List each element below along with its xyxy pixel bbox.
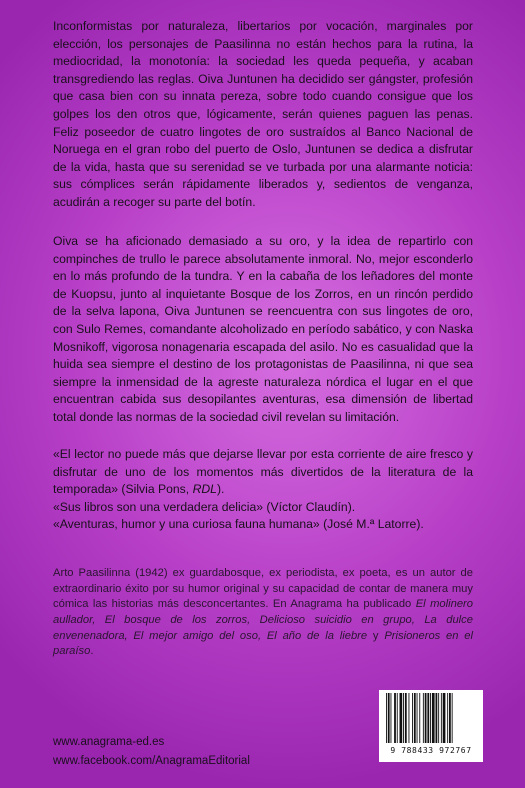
press-quotes bbox=[53, 446, 473, 534]
facebook-link[interactable]: www.facebook.com/AnagramaEditorial bbox=[53, 755, 250, 767]
press-quote-1-end: ). bbox=[216, 482, 225, 497]
isbn-barcode bbox=[379, 690, 483, 762]
publisher-links bbox=[53, 733, 250, 771]
author-book-titles: El molinero aullador, El bosque de los zorros, Delicioso suicidio en grupo, La dulce envenenadora, El mejor amigo del oso, El año de la liebre bbox=[53, 598, 473, 642]
press-quote-1-text: «El lector no puede más que dejarse llevar por esta corriente de aire fresco y disfrutar de uno de los momentos más divertidos de la literatura de la temporada» (Silvia Pons, bbox=[53, 447, 473, 497]
press-quote-2: «Sus libros son una verdadera delicia» (Víctor Claudín). bbox=[53, 499, 356, 514]
author-bio-text: Arto Paasilinna (1942) ex guardabosque, ex periodista, ex poeta, es un autor de extraordinario éxito por su humor original y su capacidad de contar de manera muy cómica las historias más desconcertantes. En Anagrama ha publicado bbox=[53, 567, 473, 611]
website-link[interactable]: www.anagrama-ed.es bbox=[53, 736, 165, 748]
author-bio-end: . bbox=[90, 645, 94, 658]
press-quote-1-source: RDL bbox=[192, 482, 217, 497]
author-last-title: Prisioneros en el paraíso bbox=[53, 629, 474, 658]
press-quote-1 bbox=[53, 446, 473, 499]
synopsis-paragraph-1: Inconformistas por naturaleza, libertarios por vocación, marginales por elección, los personajes de Paasilinna no están hechos para la rutina, la mediocridad, la monotonía: la sociedad les queda pequeña, y acaban transgrediendo las reglas. Oiva Juntunen ha decidido ser gángster, profesión que casa bien con su innata pereza, sobre todo cuando consigue que los golpes los den otros que, lógicamente, serán quienes paguen las penas. Feliz poseedor de cuatro lingotes de oro sustraídos al Banco Nacional de Noruega en el gran robo del puerto de Oslo, Juntunen se dedica a disfrutar de la vida, hasta que su serenidad se ve turbada por una alarmante noticia: sus cómplices serán rápidamente liberados y, sedientos de venganza, acudirán a recoger su parte del botín. bbox=[53, 19, 473, 209]
author-bio-and: y bbox=[367, 629, 385, 642]
synopsis-paragraph-2: Oiva se ha aficionado demasiado a su oro, y la idea de repartirlo con compinches de trullo le parece absolutamente inmoral. No, mejor esconderlo en lo más profundo de la tundra. Y en la cabaña de los leñadores del monte de Kuopsu, junto al inquietante Bosque de los Zorros, en un rincón perdido de la selva lapona, Oiva Juntunen se reencuentra con sus lingotes de oro, con Sulo Remes, comandante alcoholizado en período sabático, y con Naska Mosnikoff, vigorosa nonagenaria escapada del asilo. No es casualidad que la huida sea siempre el destino de los protagonistas de Paasilinna, ni que sea siempre la inmensidad de la agreste naturaleza nórdica el lugar en el que encuentran cabida sus desopilantes aventuras, esa dimensión de libertad total donde las normas de la sociedad civil revelan su limitación. bbox=[53, 234, 473, 424]
author-bio bbox=[53, 566, 473, 660]
press-quote-3: «Aventuras, humor y una curiosa fauna humana» (José M.ª Latorre). bbox=[53, 517, 424, 532]
barcode-bars bbox=[384, 693, 478, 745]
isbn-number: 9 788433 972767 bbox=[390, 746, 472, 755]
